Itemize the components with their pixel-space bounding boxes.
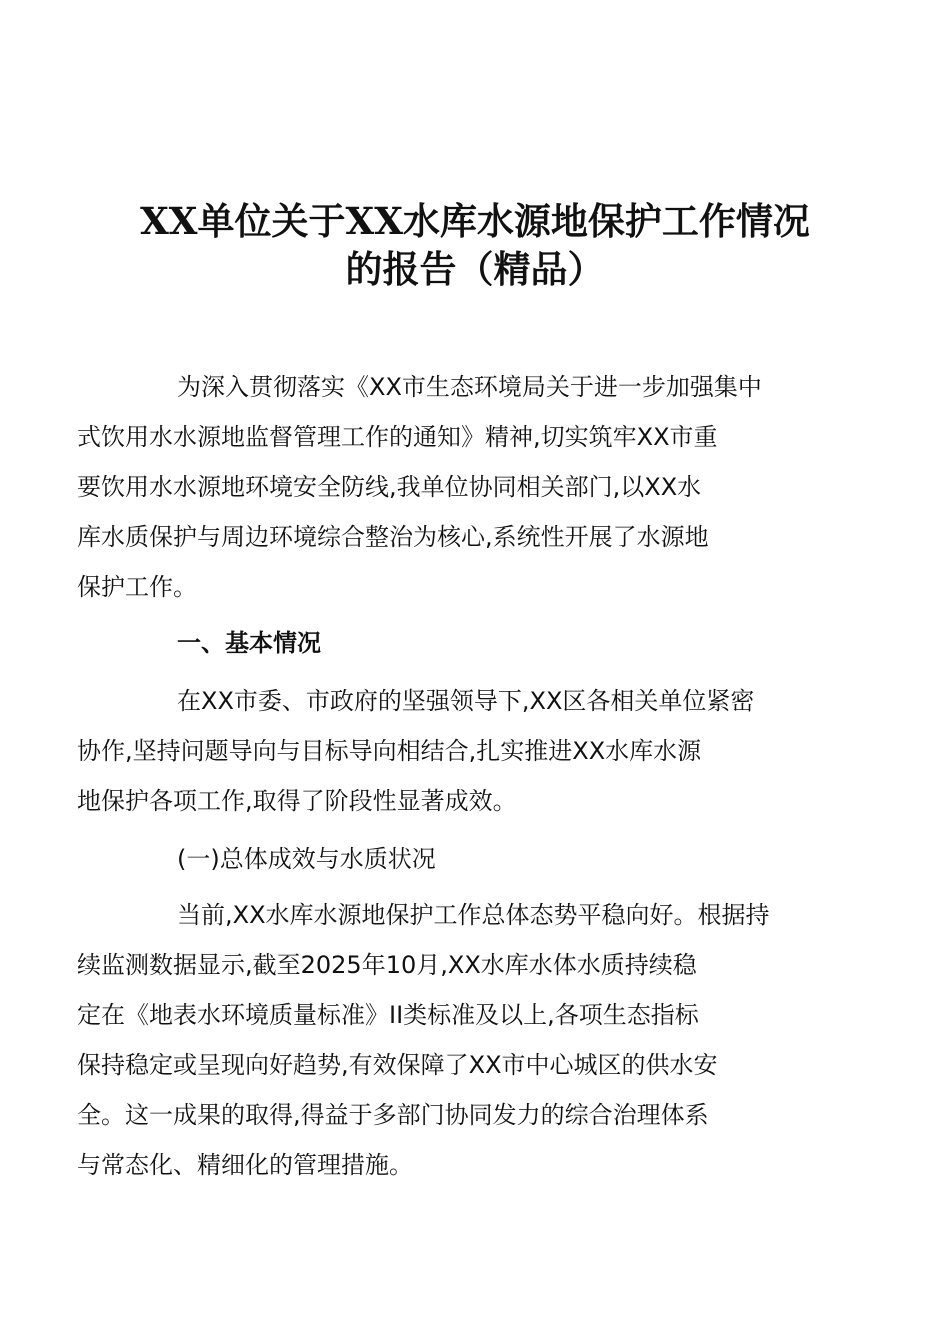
section-heading [127,618,827,668]
paragraph-line: 地保护各项工作,取得了阶段性显著成效。 [77,787,517,815]
subsection-heading [127,834,827,884]
section-heading-text: 一、基本情况 [177,629,321,657]
intro-paragraph [77,362,827,612]
document-title [120,197,830,293]
paragraph-line: 为深入贯彻落实《XX市生态环境局关于进一步加强集中 [177,373,762,401]
status-paragraph [77,890,827,1190]
paragraph-line: 保持稳定或呈现向好趋势,有效保障了XX市中心城区的供水安 [77,1051,718,1079]
paragraph-line: 在XX市委、市政府的坚强领导下,XX区各相关单位紧密 [177,687,755,715]
paragraph-line: 定在《地表水环境质量标准》II类标准及以上,各项生态指标 [77,1001,699,1029]
subsection-heading-text: (一)总体成效与水质状况 [177,845,436,873]
title-line: XX单位关于XX水库水源地保护工作情况 [140,199,810,243]
title-line: 的报告（精品） [345,247,605,291]
paragraph-line: 库水质保护与周边环境综合整治为核心,系统性开展了水源地 [77,523,709,551]
paragraph-line: 保护工作。 [77,573,197,601]
paragraph-line: 续监测数据显示,截至2025年10月,XX水库水体水质持续稳 [77,951,697,979]
paragraph-line: 协作,坚持问题导向与目标导向相结合,扎实推进XX水库水源 [77,737,702,765]
paragraph-line: 式饮用水水源地监督管理工作的通知》精神,切实筑牢XX市重 [77,423,718,451]
overview-paragraph [77,676,827,826]
paragraph-line: 当前,XX水库水源地保护工作总体态势平稳向好。根据持 [177,901,770,929]
paragraph-line: 全。这一成果的取得,得益于多部门协同发力的综合治理体系 [77,1101,709,1129]
paragraph-line: 与常态化、精细化的管理措施。 [77,1151,413,1179]
paragraph-line: 要饮用水水源地环境安全防线,我单位协同相关部门,以XX水 [77,473,702,501]
